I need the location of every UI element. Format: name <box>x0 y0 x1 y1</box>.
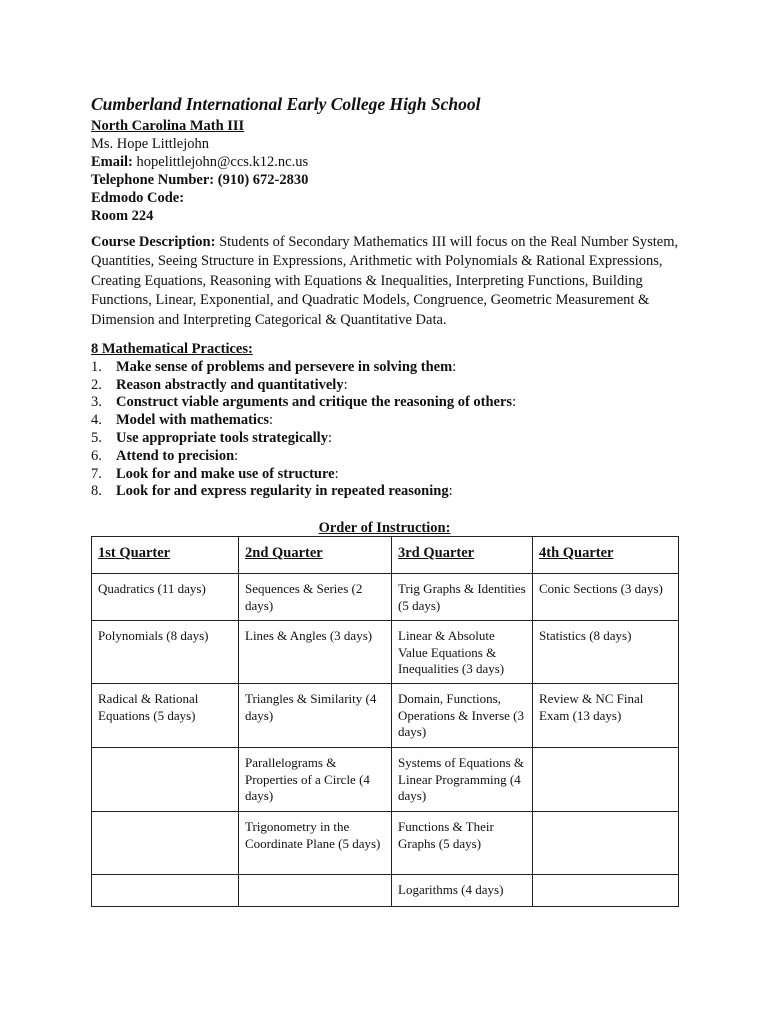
quarter-header: 4th Quarter <box>533 537 679 574</box>
schedule-table <box>91 536 679 907</box>
quarter-header: 2nd Quarter <box>239 537 392 574</box>
practice-text: Look for and express regularity in repeated reasoning <box>116 483 449 500</box>
practice-item <box>91 430 691 448</box>
practice-number: 5. <box>91 429 102 446</box>
practice-number: 3. <box>91 394 102 411</box>
quarter-header: 3rd Quarter <box>392 537 533 574</box>
schedule-cell <box>533 875 679 907</box>
schedule-row <box>92 574 679 621</box>
schedule-cell: Sequences & Series (2 days) <box>239 574 392 621</box>
practice-item <box>91 466 691 484</box>
practice-item <box>91 377 691 395</box>
order-title: Order of Instruction: <box>318 520 451 536</box>
practices-title: 8 Mathematical Practices: <box>91 341 253 357</box>
teacher-name: Ms. Hope Littlejohn <box>91 136 210 152</box>
practice-colon: : <box>334 465 339 482</box>
practices-list <box>91 341 691 501</box>
schedule-cell: Statistics (8 days) <box>533 621 679 684</box>
course-description <box>91 233 681 330</box>
schedule-cell: Linear & Absolute Value Equations & Inequalities (3 days) <box>392 621 533 684</box>
schedule-cell: Lines & Angles (3 days) <box>239 621 392 684</box>
schedule-cell: Quadratics (11 days) <box>92 574 239 621</box>
schedule-cell: Domain, Functions, Operations & Inverse (3 days) <box>392 684 533 748</box>
practice-number: 4. <box>91 412 102 429</box>
description-text: Students of Secondary Mathematics III will focus on the Real Number System, Quantities, Seeing Structure in Expressions, Arithmetic with Polynomials & Rational Expressions, Creating Equations, Reasoning with Equations & Inequalities, Interpreting Functions, Building Functions, Linear, Exponential, and Quadratic Models, Congruence, Geometric Measurement & Dimension and Interpreting Categorical & Quantitative Data. <box>91 234 679 328</box>
practice-number: 2. <box>91 376 102 393</box>
practice-item <box>91 448 691 466</box>
schedule-cell: Conic Sections (3 days) <box>533 574 679 621</box>
schedule-cell: Radical & Rational Equations (5 days) <box>92 684 239 748</box>
practice-colon: : <box>269 412 274 429</box>
schedule-cell: Triangles & Similarity (4 days) <box>239 684 392 748</box>
schedule-cell: Parallelograms & Properties of a Circle (4 days) <box>239 748 392 812</box>
practice-text: Attend to precision <box>116 447 235 464</box>
schedule-cell <box>92 875 239 907</box>
schedule-cell: Trigonometry in the Coordinate Plane (5 days) <box>239 812 392 875</box>
practice-rows <box>91 359 691 501</box>
schedule-row <box>92 875 679 907</box>
practice-text: Construct viable arguments and critique the reasoning of others <box>116 394 513 411</box>
practice-text: Look for and make use of structure <box>116 465 335 482</box>
schedule-cell: Functions & Their Graphs (5 days) <box>392 812 533 875</box>
practice-item <box>91 483 691 501</box>
schedule-header-row <box>92 537 679 574</box>
practice-number: 1. <box>91 358 102 375</box>
practice-colon: : <box>512 394 517 411</box>
quarter-header: 1st Quarter <box>92 537 239 574</box>
practice-text: Reason abstractly and quantitatively <box>116 376 344 393</box>
schedule-cell: Logarithms (4 days) <box>392 875 533 907</box>
schedule-row <box>92 812 679 875</box>
schedule-cell: Systems of Equations & Linear Programming (4 days) <box>392 748 533 812</box>
email-line <box>91 153 691 171</box>
practice-colon: : <box>234 447 239 464</box>
practice-item <box>91 394 691 412</box>
email-value: hopelittlejohn@ccs.k12.nc.us <box>136 154 309 170</box>
schedule-cell <box>92 748 239 812</box>
room-number: Room 224 <box>91 208 154 224</box>
practice-colon: : <box>452 358 457 375</box>
practice-text: Use appropriate tools strategically <box>116 429 328 446</box>
schedule-cell <box>239 875 392 907</box>
practice-colon: : <box>343 376 348 393</box>
schedule-cell: Trig Graphs & Identities (5 days) <box>392 574 533 621</box>
schedule-cell: Polynomials (8 days) <box>92 621 239 684</box>
phone-value: (910) 672-2830 <box>217 172 309 188</box>
schedule-cell: Review & NC Final Exam (13 days) <box>533 684 679 748</box>
practice-text: Model with mathematics <box>116 412 270 429</box>
schedule-row <box>92 621 679 684</box>
header-block <box>91 93 691 225</box>
schedule-row <box>92 748 679 812</box>
practice-text: Make sense of problems and persevere in solving them <box>116 358 453 375</box>
schedule-cell <box>533 812 679 875</box>
practice-number: 6. <box>91 447 102 464</box>
email-label: Email: <box>91 154 133 170</box>
practice-item <box>91 412 691 430</box>
description-label: Course Description: <box>91 234 216 250</box>
practice-colon: : <box>327 429 332 446</box>
practice-number: 7. <box>91 465 102 482</box>
phone-label: Telephone Number: <box>91 172 215 188</box>
practice-colon: : <box>448 483 453 500</box>
school-name: Cumberland International Early College High School <box>91 94 481 114</box>
course-title: North Carolina Math III <box>91 118 245 134</box>
edmodo-code: Edmodo Code: <box>91 190 185 206</box>
practice-number: 8. <box>91 483 102 500</box>
practice-item <box>91 359 691 377</box>
schedule-cell <box>92 812 239 875</box>
phone-line <box>91 171 691 189</box>
schedule-row <box>92 684 679 748</box>
schedule-cell <box>533 748 679 812</box>
